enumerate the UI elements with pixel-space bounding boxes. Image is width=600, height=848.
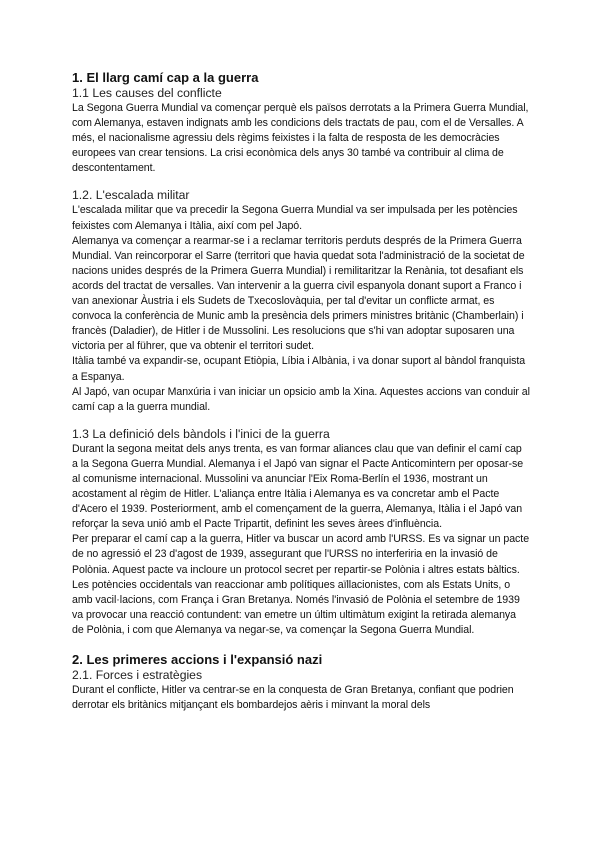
paragraph: Alemanya va començar a rearmar-se i a reclamar territoris perduts després de la Primera Guerra Mundial. Van reincorporar el Sarre (territori que havia quedat sota l'administració de la societat de nacions unides després de la Primera Guerra Mundial) i remilitaritzar la Renània, tot desafiant els acords del tractat de versalles. Van intervenir a la guerra civil espanyola donant suport a Franco i van anexionar Àustria i els Sudets de Txecoslovàquia, per tal d'evitar un conflicte armat, es convoca la conferència de Munic amb la presència dels primers ministres britànic (Chamberlain) i francès (Daladier), de Hitler i de Mussolini. Les resolucions que s'hi van adoptar suposaren una victoria per al führer, que va obtenir el territori sudet.: [72, 234, 525, 353]
paragraph: Les potències occidentals van reaccionar amb polítiques aïllacionistes, com als Estats Units, o amb vacil·lacions, com França i Gran Bretanya. Només l'invasió de Polònia el setembre de 1939 va provocar una reacció contundent: van emetre un últim ultimàtum exigint la retirada alemanya de Polònia, i com que Alemanya va negar-se, va començar la Segona Guerra Mundial.: [72, 578, 520, 636]
document-page: [72, 70, 530, 713]
subsection-title-1-3: 1.3 La definició dels bàndols i l'inici de la guerra: [72, 426, 330, 441]
section-title-2: 2. Les primeres accions i l'expansió nazi: [72, 652, 323, 667]
paragraph: Itàlia també va expandir-se, ocupant Etiòpia, Líbia i Albània, i va donar suport al bàndol franquista a Espanya.: [72, 355, 526, 383]
paragraph: Durant el conflicte, Hitler va centrar-se en la conquesta de Gran Bretanya, confiant que podrien derrotar els britànics mitjançant els bombardejos aèris i minvant la moral dels: [72, 684, 514, 712]
subsection-title-1-2: 1.2. L'escalada militar: [72, 188, 190, 203]
subsection-title-2-1: 2.1. Forces i estratègies: [72, 668, 203, 682]
paragraph: Al Japó, van ocupar Manxúria i van iniciar un opsicio amb la Xina. Aquestes accions van conduir al camí cap a la guerra mundial.: [72, 385, 530, 413]
paragraph: Durant la segona meitat dels anys trenta, es van formar aliances clau que van definir el camí cap a la Segona Guerra Mundial. Alemanya i el Japó van signar el Pacte Anticomintern per oposar-se al comunisme internacional. Mussolini va anunciar l'Eix Roma-Berlín el 1936, mostrant un acostament al règim de Hitler. L'aliança entre Itàlia i Alemanya es va concretar amb el Pacte d'Acero el 1939. Posteriorment, amb el començament de la guerra, Alemanya, Itàlia i el Japó van reforçar la seva unió amb el Pacte Tripartit, definint les seves àrees d'influència.: [72, 442, 524, 531]
spacer: [72, 176, 530, 188]
spacer: [72, 415, 530, 427]
paragraph: La Segona Guerra Mundial va començar perquè els països derrotats a la Primera Guerra Mundial, com Alemanya, estaven indignats amb les condicions dels tractats de pau, com el de Versalles. A més, el nacionalisme agressiu dels règims feixistes i la falta de resposta de les democràcies europees van crear tensions. La crisi econòmica dels anys 30 també va contribuir al clima de descontentament.: [72, 102, 529, 175]
paragraph: L'escalada militar que va precedir la Segona Guerra Mundial va ser impulsada per les potències feixistes com Alemanya i Itàlia, així com pel Japó.: [72, 204, 518, 232]
subsection-title-1-1: 1.1 Les causes del conflicte: [72, 86, 222, 100]
spacer: [72, 638, 530, 652]
section-title-1: 1. El llarg camí cap a la guerra: [72, 70, 259, 85]
paragraph: Per preparar el camí cap a la guerra, Hitler va buscar un acord amb l'URSS. Es va signar un pacte de no agressió el 23 d'agost de 1939, assegurant que l'URSS no interferiria en la invasió de Polònia. Aquest pacte va incloure un protocol secret per repartir-se Polònia i altres estats bàltics.: [72, 533, 530, 576]
